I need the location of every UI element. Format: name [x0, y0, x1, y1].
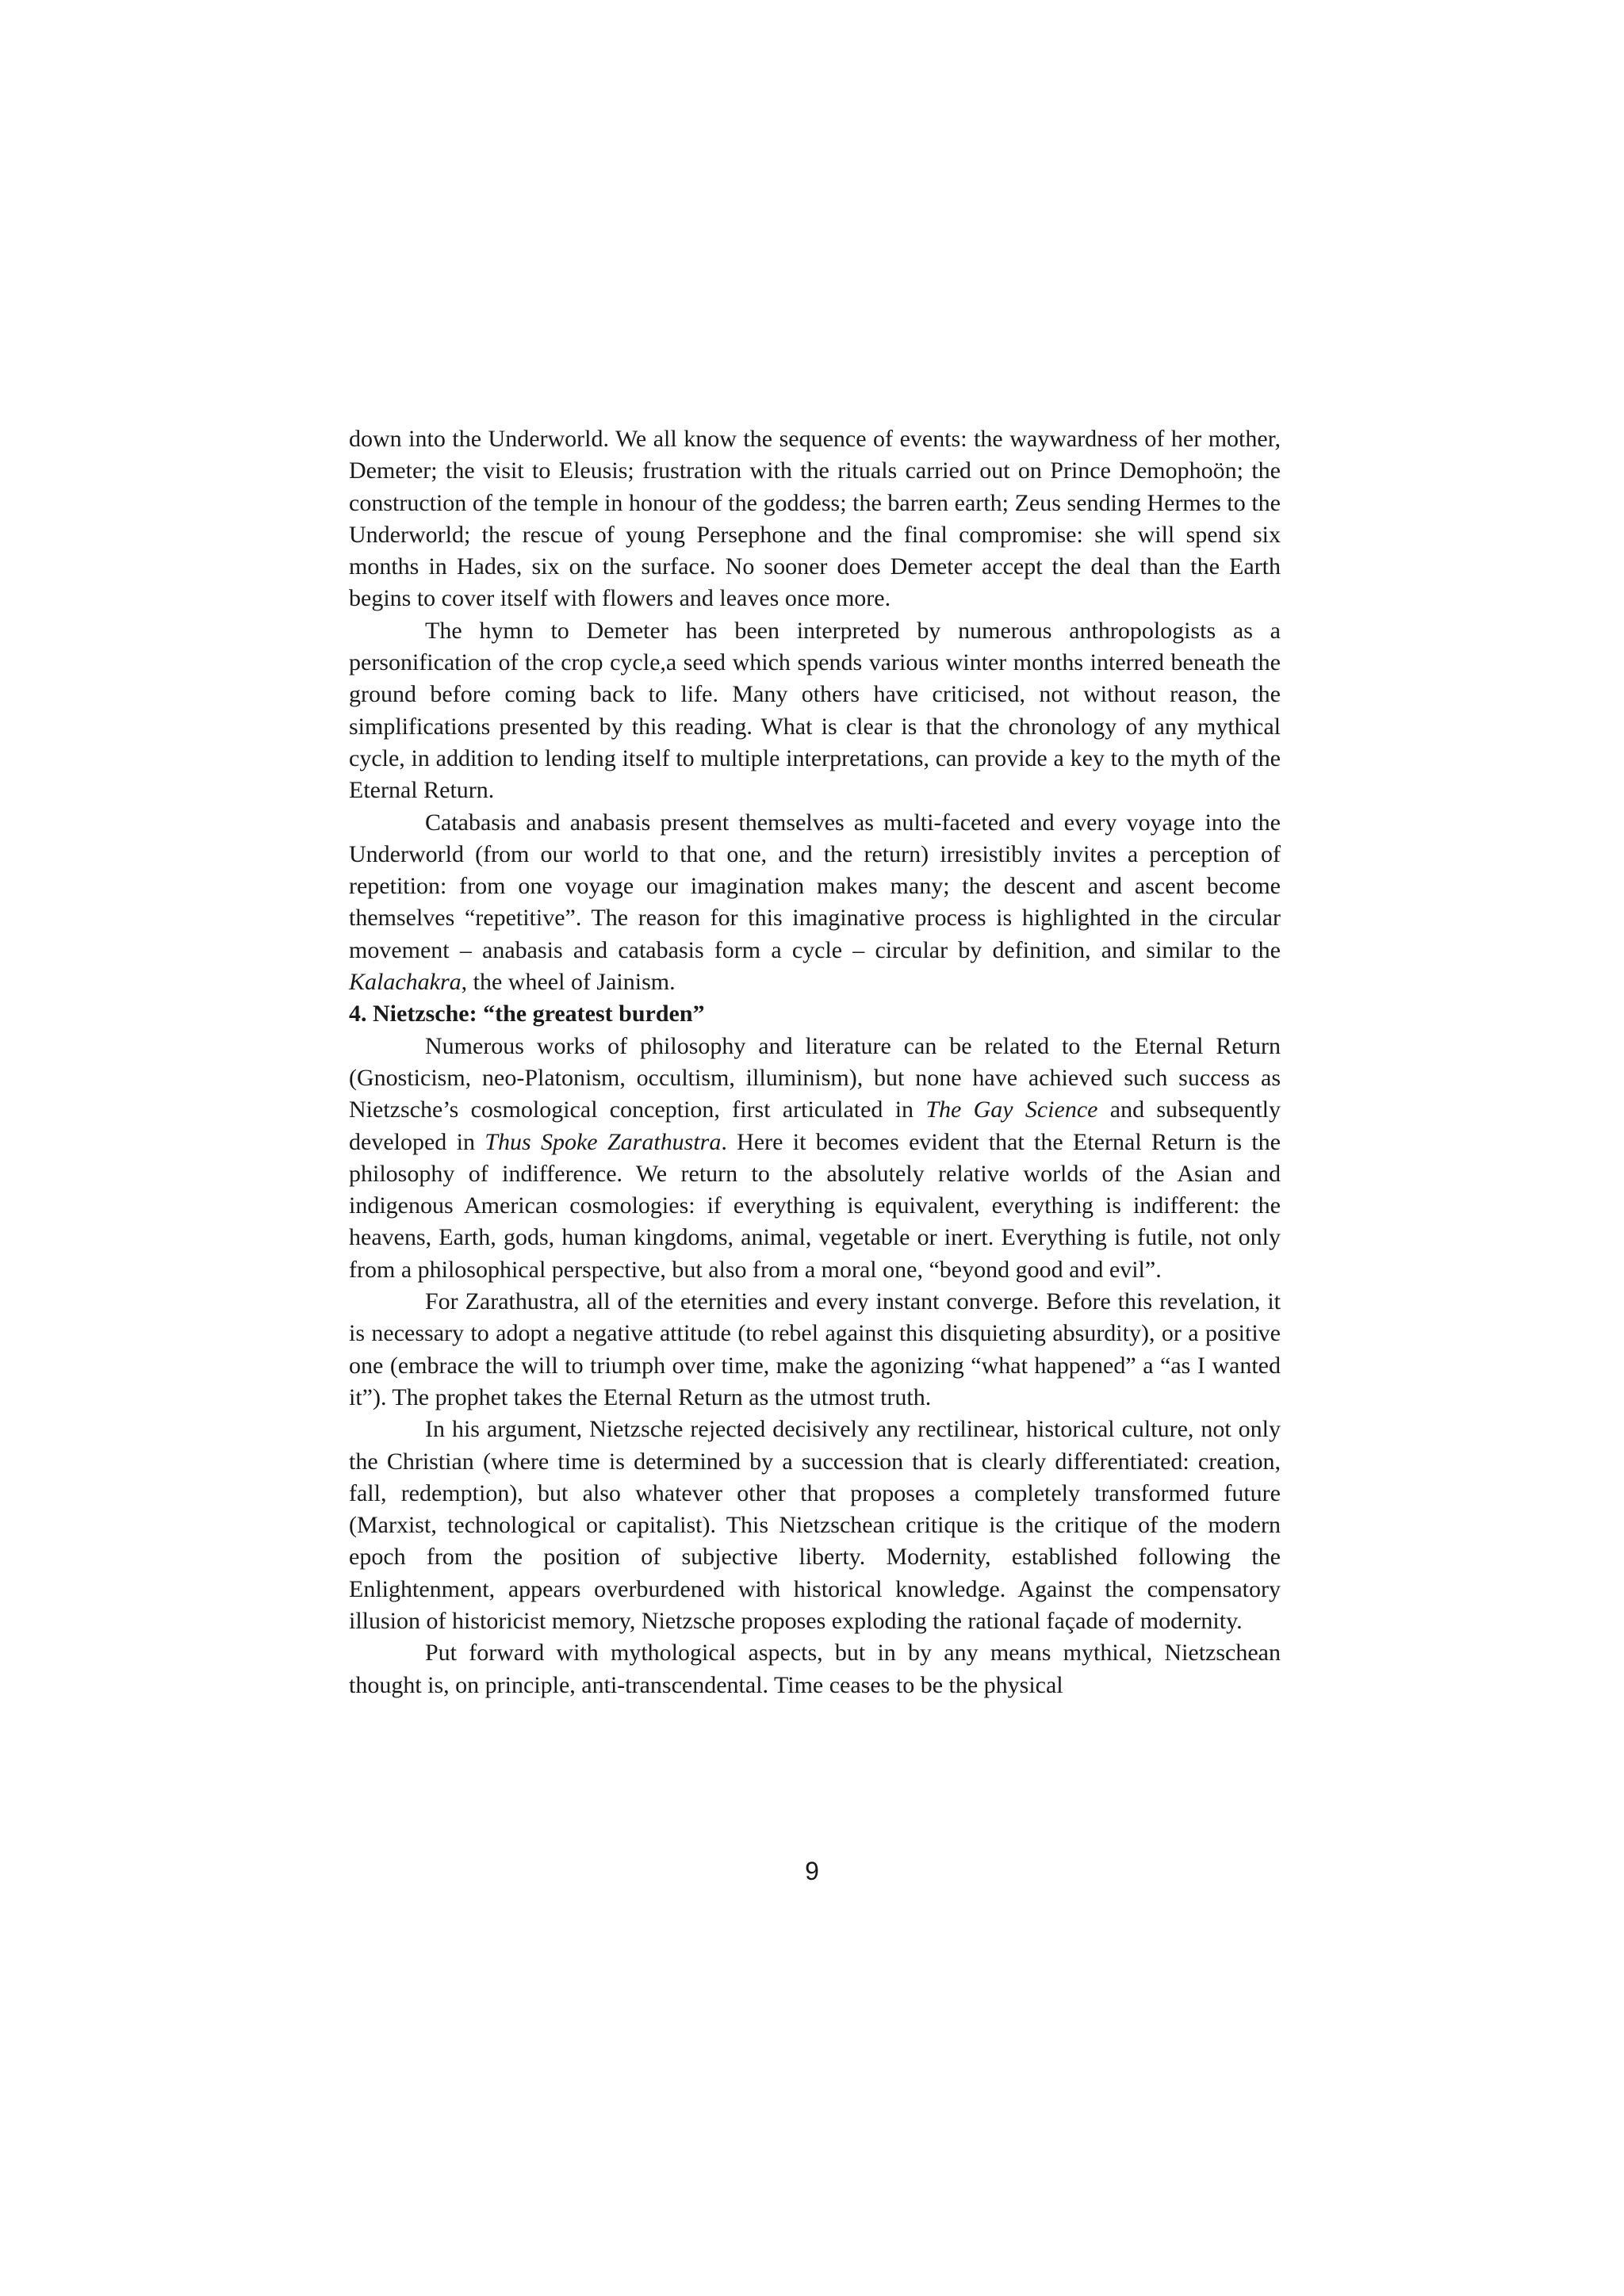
paragraph-p4: [349, 1031, 1281, 1286]
section-heading: 4. Nietzsche: “the greatest burden”: [349, 1001, 705, 1027]
paragraph-p2: [349, 615, 1281, 807]
paragraph-p7: [349, 1637, 1281, 1701]
italic-title: Thus Spoke Zarathustra: [485, 1128, 722, 1155]
paragraphs-after-heading: [349, 1031, 1281, 1701]
text-run: down into the Underworld. We all know the sequence of events: the waywardness of her mother, Demeter; the visit to Eleusis; frustration with the rituals carried out on Prince Demophoön; the construction of the temple in honour of the goddess; the barren earth; Zeus sending Hermes to the Underworld; the rescue of young Persephone and the final compromise: she will spend six months in Hades, six on the surface. No sooner does Demeter accept the deal than the Earth begins to cover itself with flowers and leaves once more.: [349, 426, 1281, 612]
italic-title: Kalachakra: [349, 969, 462, 996]
paragraphs-before-heading: [349, 423, 1281, 998]
text-run: In his argument, Nietzsche rejected decisively any rectilinear, historical culture, not only the Christian (where time is determined by a succession that is clearly differentiated: creation, fall, redemption), but also whatever other that proposes a completely transformed future (Marxist, technological or capitalist). This Nietzschean critique is the critique of the modern epoch from the position of subjective liberty. Modernity, established following the Enlightenment, appears overburdened with historical knowledge. Against the compensatory illusion of historicist memory, Nietzsche proposes exploding the rational façade of modernity.: [349, 1416, 1281, 1634]
body-text: [349, 423, 1281, 1701]
text-run: The hymn to Demeter has been interpreted by numerous anthropologists as a personification of the crop cycle,a seed which spends various winter months interred beneath the ground before coming back to life. Many others have criticised, not without reason, the simplifications presented by this reading. What is clear is that the chronology of any mythical cycle, in addition to lending itself to multiple interpretations, can provide a key to the myth of the Eternal Return.: [349, 617, 1281, 804]
text-run: and subsequently developed in: [349, 1096, 1281, 1155]
paragraph-p5: [349, 1286, 1281, 1414]
paragraph-p3: [349, 807, 1281, 999]
paragraph-p1: [349, 423, 1281, 615]
text-run: Numerous works of philosophy and literature can be related to the Eternal Return (Gnosticism, neo-Platonism, occultism, illuminism), but none have achieved such success as Nietzsche’s cosmological conception, first articulated in: [349, 1032, 1281, 1123]
text-run: , the wheel of Jainism.: [461, 969, 676, 996]
paragraph-p6: [349, 1414, 1281, 1637]
italic-title: The Gay Science: [925, 1096, 1098, 1123]
text-run: Catabasis and anabasis present themselves as multi-faceted and every voyage into the Underworld (from our world to that one, and the return) irresistibly invites a perception of repetition: from one voyage our imagination makes many; the descent and ascent become themselves “repetitive”. The reason for this imaginative process is highlighted in the circular movement – anabasis and catabasis form a cycle – circular by definition, and similar to the: [349, 809, 1281, 963]
text-run: For Zarathustra, all of the eternities and every instant converge. Before this revelation, it is necessary to adopt a negative attitude (to rebel against this disquieting absurdity), or a positive one (embrace the will to triumph over time, make the agonizing “what happened” a “as I wanted it”). The prophet takes the Eternal Return as the utmost truth.: [349, 1288, 1281, 1410]
page-number: 9: [805, 1857, 819, 1885]
text-run: . Here it becomes evident that the Eternal Return is the philosophy of indifference. We return to the absolutely relative worlds of the Asian and indigenous American cosmologies: if everything is equivalent, everything is indifferent: the heavens, Earth, gods, human kingdoms, animal, vegetable or inert. Everything is futile, not only from a philosophical perspective, but also from a moral one, “beyond good and evil”.: [349, 1128, 1281, 1283]
text-run: Put forward with mythological aspects, but in by any means mythical, Nietzschean thought is, on principle, anti-transcendental. Time ceases to be the physical: [349, 1640, 1281, 1698]
